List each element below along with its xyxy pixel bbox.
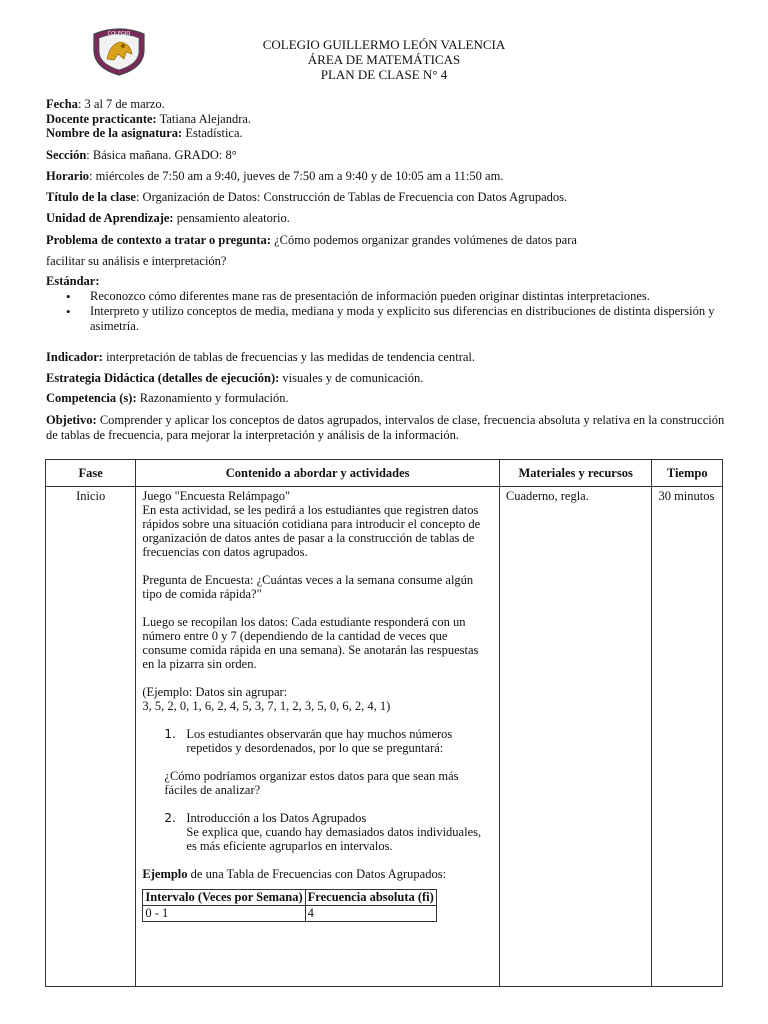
list-item xyxy=(142,727,493,755)
table-row xyxy=(143,906,436,922)
titulo-label: Título de la clase xyxy=(46,190,136,204)
juego-desc: En esta actividad, se les pedirá a los estudiantes que registren datos rápidos sobre una situación cotidiana para introducir el concepto de organización de datos antes de pasar a la construcción de tablas de frecuencias con datos agrupados. xyxy=(142,503,481,559)
unidad-label: Unidad de Aprendizaje: xyxy=(46,211,174,225)
problema-label: Problema de contexto a tratar o pregunta: xyxy=(46,233,271,247)
logo-text: COLEGIO xyxy=(107,31,131,37)
fase-cell: Inicio xyxy=(46,487,136,987)
objetivo-label: Objetivo: xyxy=(46,413,97,427)
titulo-line xyxy=(46,190,567,205)
problema-line-2: facilitar su análisis e interpretación? xyxy=(46,254,227,268)
pregunta-encuesta: Pregunta de Encuesta: ¿Cuántas veces a la semana consume algún tipo de comida rápida?" xyxy=(142,573,474,601)
objetivo-line xyxy=(46,413,726,443)
estrategia-line xyxy=(46,371,423,386)
unidad-value: pensamiento aleatorio. xyxy=(173,211,290,225)
freq-cell-intervalo: 0 - 1 xyxy=(143,906,305,922)
materiales-cell: Cuaderno, regla. xyxy=(499,487,652,987)
seccion-label: Sección xyxy=(46,148,87,162)
asignatura-label: Nombre de la asignatura: xyxy=(46,126,183,140)
plan-table-header xyxy=(46,460,723,487)
area-name: ÁREA DE MATEMÁTICAS xyxy=(307,52,461,67)
horario-value: : miércoles de 7:50 am a 9:40, jueves de 7:50 am a 9:40 y de 10:05 am a 11:50 am. xyxy=(89,169,504,183)
item-number: 1. xyxy=(164,727,176,741)
estandar-label: Estándar: xyxy=(46,274,100,288)
estandares-list xyxy=(46,289,726,334)
estandar-line xyxy=(46,274,99,289)
horario-line xyxy=(46,169,503,184)
freq-header-frecuencia: Frecuencia absoluta (fi) xyxy=(305,890,436,906)
docente-line xyxy=(46,112,251,127)
school-name: COLEGIO GUILLERMO LEÓN VALENCIA xyxy=(262,37,506,52)
competencia-line xyxy=(46,391,289,406)
recopilan-datos: Luego se recopilan los datos: Cada estudiante responderá con un número entre 0 y 7 (dependiendo de la cantidad de veces que consume comida rápida en una semana). Se anotarán las respuestas en la pizarra sin orden. xyxy=(142,615,479,671)
unidad-line xyxy=(46,211,290,226)
indicador-label: Indicador: xyxy=(46,350,103,364)
seccion-value: : Básica mañana. GRADO: 8° xyxy=(86,148,237,162)
freq-cell-frecuencia: 4 xyxy=(305,906,436,922)
item-text: Los estudiantes observarán que hay muchos números repetidos y desordenados, por lo que se preguntará: xyxy=(186,727,453,755)
ejemplo-rest: de una Tabla de Frecuencias con Datos Agrupados: xyxy=(187,867,447,881)
header-tiempo: Tiempo xyxy=(652,460,723,487)
problema-value: ¿Cómo podemos organizar grandes volúmenes de datos para xyxy=(270,233,577,247)
item-title: Introducción a los Datos Agrupados xyxy=(186,811,367,825)
ejemplo-data: 3, 5, 2, 0, 1, 6, 2, 4, 5, 3, 7, 1, 2, 3, 5, 0, 6, 2, 4, 1) xyxy=(142,699,391,713)
list-item xyxy=(142,811,493,853)
asignatura-value: Estadística. xyxy=(182,126,243,140)
ejemplo-intro xyxy=(142,867,493,881)
freq-header-row xyxy=(143,890,436,906)
table-row xyxy=(46,487,723,987)
plan-table xyxy=(45,459,723,987)
indicador-value: interpretación de tablas de frecuencias y las medidas de tendencia central. xyxy=(102,350,475,364)
plan-title: PLAN DE CLASE N° 4 xyxy=(320,67,448,82)
estrategia-value: visuales y de comunicación. xyxy=(279,371,424,385)
titulo-value: : Organización de Datos: Construcción de Tablas de Frecuencia con Datos Agrupados. xyxy=(135,190,568,204)
freq-header-intervalo: Intervalo (Veces por Semana) xyxy=(143,890,305,906)
header-materiales: Materiales y recursos xyxy=(499,460,652,487)
header-fase: Fase xyxy=(46,460,136,487)
indicador-line xyxy=(46,350,475,365)
horario-label: Horario xyxy=(46,169,90,183)
contenido-cell xyxy=(136,487,500,987)
problema-line xyxy=(46,233,577,248)
ejemplo-label: (Ejemplo: Datos sin agrupar: xyxy=(142,685,288,699)
header-contenido: Contenido a abordar y actividades xyxy=(136,460,500,487)
fecha-label: Fecha xyxy=(46,97,78,111)
docente-value: Tatiana Alejandra. xyxy=(156,112,252,126)
estandar-item: • Interpreto y utilizo conceptos de media, mediana y moda y explicito sus diferencias en distribuciones de distinta dispersión y asimetría. xyxy=(46,304,726,334)
estrategia-label: Estrategia Didáctica (detalles de ejecución): xyxy=(46,371,280,385)
fecha-line xyxy=(46,97,165,112)
document-header xyxy=(0,37,768,82)
competencia-label: Competencia (s): xyxy=(46,391,137,405)
item-number: 2. xyxy=(164,811,176,825)
asignatura-line xyxy=(46,126,243,141)
estandar-item: • Reconozco cómo diferentes mane ras de presentación de información pueden originar distintas interpretaciones. xyxy=(46,289,726,304)
juego-title: Juego "Encuesta Relámpago" xyxy=(142,489,291,503)
fecha-value: : 3 al 7 de marzo. xyxy=(77,97,165,111)
item-text: Se explica que, cuando hay demasiados datos individuales, es más eficiente agruparlos en intervalos. xyxy=(186,825,482,853)
question-text: ¿Cómo podríamos organizar estos datos para que sean más fáciles de analizar? xyxy=(164,769,459,797)
ejemplo-bold: Ejemplo xyxy=(142,867,188,881)
competencia-value: Razonamiento y formulación. xyxy=(136,391,289,405)
seccion-line xyxy=(46,148,237,163)
objetivo-value: Comprender y aplicar los conceptos de datos agrupados, intervalos de clase, frecuencia absoluta y relativa en la construcción de tablas de frecuencia, para mejorar la interpretación y análisis de la información. xyxy=(46,413,725,442)
frequency-table xyxy=(142,889,436,922)
tiempo-cell: 30 minutos xyxy=(652,487,723,987)
docente-label: Docente practicante: xyxy=(46,112,157,126)
